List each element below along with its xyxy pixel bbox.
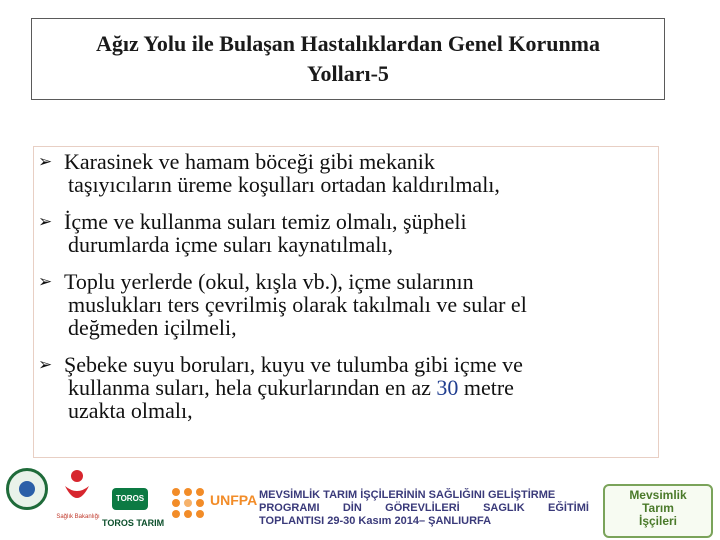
mevsimlik-tarim-logo: [603, 484, 713, 538]
distance-number: 30: [436, 375, 459, 400]
project-word: SAGLIK: [483, 502, 525, 514]
project-word: EĞİTİMİ: [548, 502, 589, 514]
slide-title-box: [31, 18, 665, 100]
toros-tarim-name: TOROS TARIM: [102, 518, 165, 528]
project-word: GÖREVLİLERİ: [385, 502, 460, 514]
bullet-content-box: [33, 146, 659, 458]
mt-logo-line-1: Mevsimlik: [629, 488, 687, 502]
bullet-3-line-2: muslukları ters çevrilmiş olarak takılmalı ve sular el: [68, 292, 527, 317]
bullet-2-line-1: İçme ve kullanma suları temiz olmalı, şüpheli: [64, 209, 467, 234]
mt-logo-line-2: Tarım: [642, 501, 674, 515]
harran-university-logo: [6, 468, 48, 510]
bullet-3-line-3: değmeden içilmeli,: [68, 315, 237, 340]
project-line-2: [259, 502, 589, 515]
bullet-4-line-1: Şebeke suyu boruları, kuyu ve tulumba gibi içme ve: [64, 352, 523, 377]
arrow-bullet-icon: ➢: [38, 152, 53, 171]
unfpa-label: UNFPA: [210, 492, 258, 508]
bullet-4-line-2-unit: metre: [458, 375, 514, 400]
project-line-1: MEVSİMLİK TARIM İŞÇİLERİNİN SAĞLIĞINI GELİŞTİRME: [259, 489, 556, 501]
project-word: PROGRAMI: [259, 502, 320, 514]
bullet-4-line-3: uzakta olmalı,: [68, 398, 193, 423]
bullet-4-line-2: [68, 376, 514, 399]
arrow-bullet-icon: ➢: [38, 272, 53, 291]
project-banner: [259, 489, 589, 528]
slide-title-line-2: Yolları-5: [307, 61, 389, 86]
toros-mark-logo: TOROS: [112, 488, 148, 510]
project-line-3: TOPLANTISI 29-30 Kasım 2014– ŞANLIURFA: [259, 515, 492, 527]
arrow-bullet-icon: ➢: [38, 212, 53, 231]
bullet-1-line-2: taşıyıcıların üreme koşulları ortadan kaldırılmalı,: [68, 172, 500, 197]
arrow-bullet-icon: ➢: [38, 355, 53, 374]
footer-logo-bar: [0, 462, 720, 540]
unfpa-dots-logo: [170, 486, 210, 520]
slide-title-line-1: Ağız Yolu ile Bulaşan Hastalıklardan Genel Korunma: [95, 31, 601, 56]
bullet-4-line-2-text: kullanma suları, hela çukurlarından en az: [68, 375, 437, 400]
mt-logo-line-3: İşçileri: [638, 514, 678, 528]
health-ministry-caption: Sağlık Bakanlığı: [56, 514, 100, 520]
bullet-2-line-2: durumlarda içme suları kaynatılmalı,: [68, 232, 394, 257]
bullet-3-line-1: Toplu yerlerde (okul, kışla vb.), içme sularının: [64, 269, 474, 294]
bullet-1-line-1: Karasinek ve hamam böceği gibi mekanik: [64, 149, 435, 174]
health-ministry-logo: [60, 466, 94, 510]
project-word: DİN: [342, 502, 362, 514]
